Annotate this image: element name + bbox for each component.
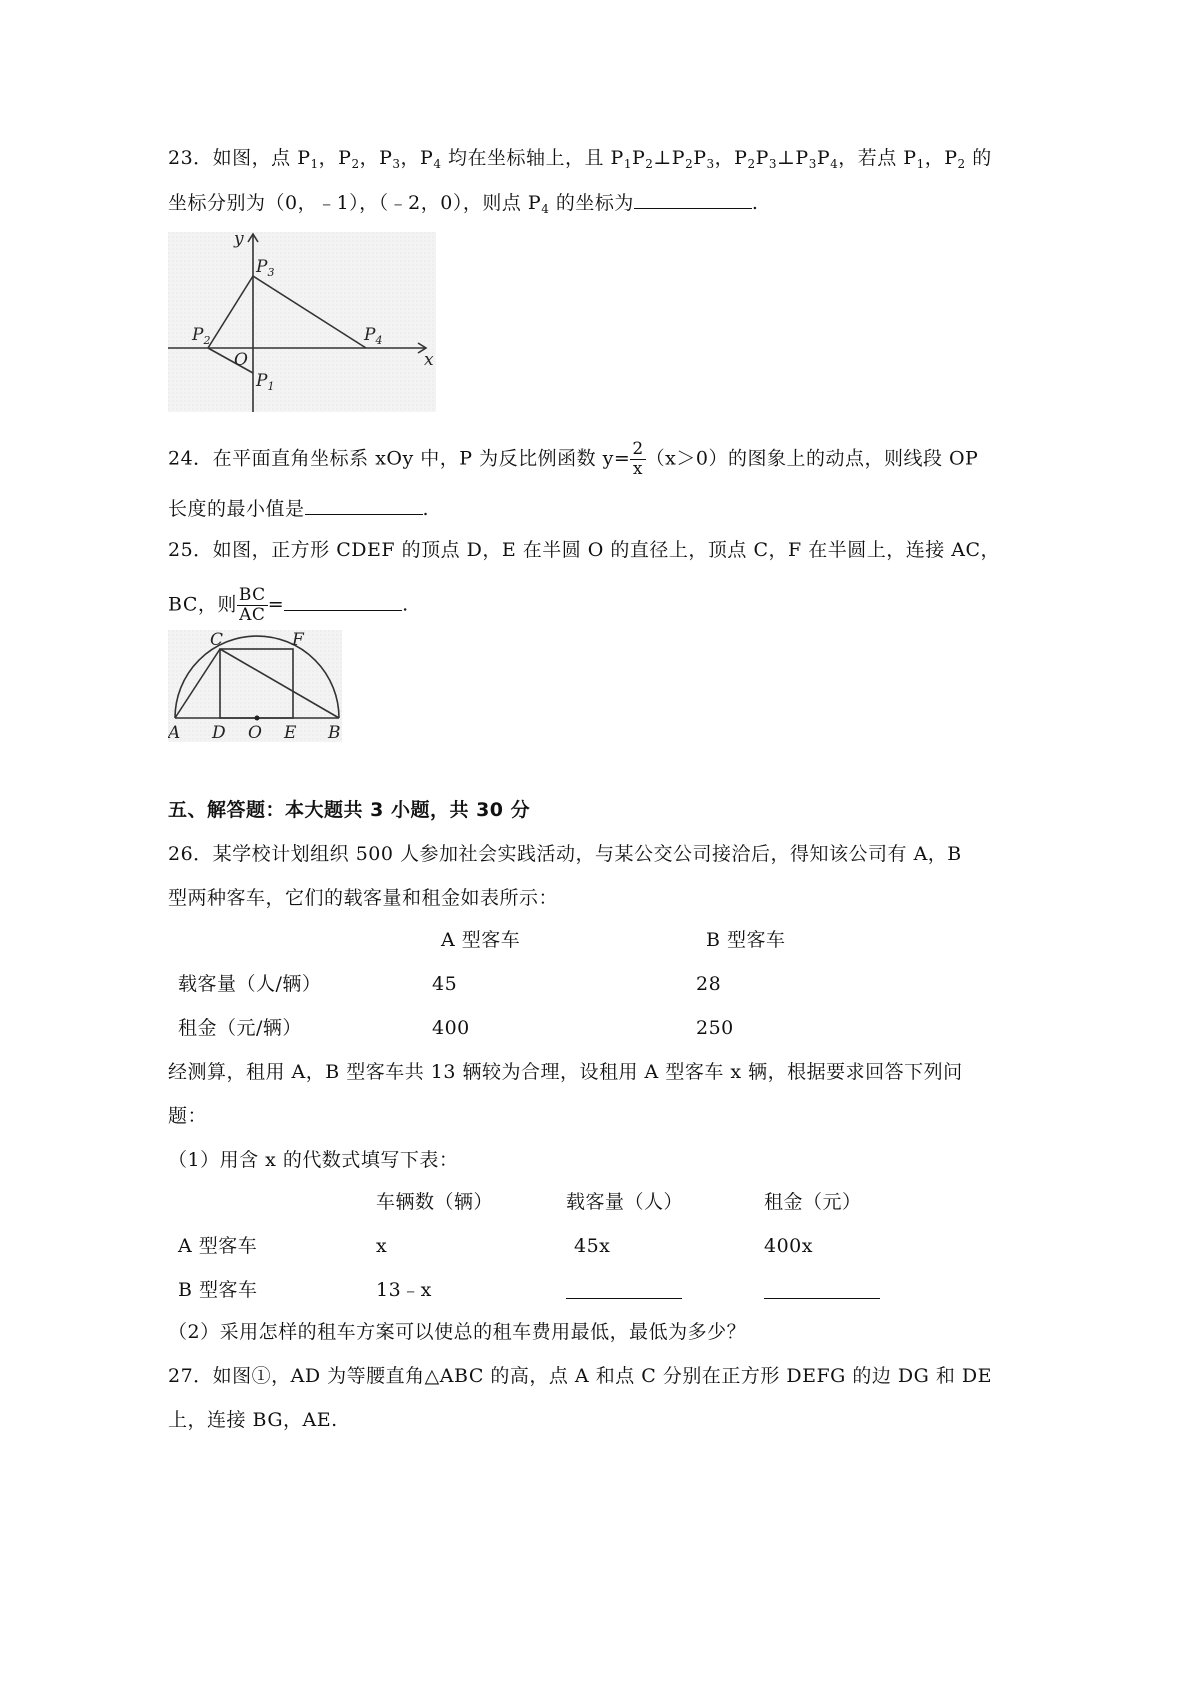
table2-row-a-label: A 型客车 [178, 1235, 258, 1257]
table1-row2-label: 租金（元/辆） [178, 1017, 302, 1039]
q25-line2: BC，则 $\frac{BC}{AC}$ = . [168, 585, 409, 625]
table1-row1-b: 28 [696, 973, 722, 995]
table2-header-capacity: 载客量（人） [566, 1191, 684, 1213]
q27-line1: 27．如图①，AD 为等腰直角△ABC 的高，点 A 和点 C 分别在正方形 DEFG 的边 DG 和 DE [168, 1365, 992, 1387]
q25-fraction: $\frac{BC}{AC}$ [238, 585, 266, 625]
table2-row-a-count: x [376, 1235, 388, 1257]
q26-line1: 26．某学校计划组织 500 人参加社会实践活动，与某公交公司接洽后，得知该公司有 A，B [168, 843, 962, 865]
q25-semicircle-figure [168, 630, 342, 742]
q26-line3: 经测算，租用 A，B 型客车共 13 辆较为合理，设租用 A 型客车 x 辆，根据要求回答下列问 [168, 1061, 963, 1083]
label-d: D [212, 723, 226, 742]
table1-header-b: B 型客车 [706, 929, 786, 951]
table2-row-b-label: B 型客车 [178, 1279, 258, 1301]
table2-row-b-count: 13﹣x [376, 1279, 432, 1301]
label-c: C [210, 630, 224, 650]
table1-row2-b: 250 [696, 1017, 734, 1039]
q23-line1: 23．如图，点 $P_1$，$P_2$，$P_3$，$P_4$ 均在坐标轴上，且 $P_1P_2\perp P_2P_3$，$P_2P_3\perp P_3P_4$，若点 $P_1$，$P_2$ 的 [168, 147, 992, 171]
p3-label: $P_3$ [256, 257, 275, 279]
q23-coordinate-figure [168, 232, 436, 412]
center-o-dot [255, 716, 260, 721]
q23-answer-blank [634, 190, 752, 209]
q24-answer-blank [305, 496, 423, 515]
q25-line1: 25．如图，正方形 CDEF 的顶点 D，E 在半圆 O 的直径上，顶点 C，F 在半圆上，连接 AC， [168, 539, 1001, 561]
label-f: F [292, 630, 304, 650]
table2-header-count: 车辆数（辆） [376, 1191, 494, 1213]
y-axis-label: y [234, 232, 244, 249]
p1-label: $P_1$ [256, 371, 275, 393]
table2-row-a-rent: 400x [764, 1235, 813, 1257]
label-a: A [168, 723, 181, 742]
q26-part2: （2）采用怎样的租车方案可以使总的租车费用最低，最低为多少？ [168, 1321, 747, 1343]
q25-answer-blank [284, 592, 402, 611]
p4-label: $P_4$ [364, 325, 383, 347]
table1-row1-a: 45 [432, 973, 458, 995]
q23-line2: 坐标分别为（0，﹣1），（﹣2，0），则点 $P_4$ 的坐标为 . [168, 192, 759, 216]
q27-line2: 上，连接 BG，AE. [168, 1409, 338, 1431]
label-b: B [328, 723, 341, 742]
q26-part1: （1）用含 x 的代数式填写下表： [168, 1149, 459, 1171]
table1-header-a: A 型客车 [441, 929, 521, 951]
label-o: O [248, 723, 262, 742]
q24-line2: 长度的最小值是 . [168, 498, 430, 520]
label-e: E [284, 723, 297, 742]
q24-fraction: $\frac{2}{x}$ [632, 439, 644, 479]
table2-row-b-rent-blank [764, 1280, 880, 1299]
q26-line2: 型两种客车，它们的载客量和租金如表所示： [168, 887, 559, 909]
section5-title: 五、解答题：本大题共 3 小题，共 30 分 [168, 799, 531, 821]
table1-row2-a: 400 [432, 1017, 470, 1039]
q24-line1: 24．在平面直角坐标系 xOy 中，P 为反比例函数 y= $\frac{2}{x}$ （x＞0）的图象上的动点，则线段 OP [168, 439, 979, 479]
x-axis-label: x [424, 350, 434, 370]
table2-header-rent: 租金（元） [764, 1191, 862, 1213]
table1-row1-label: 载客量（人/辆） [178, 973, 322, 995]
table2-row-a-capacity: 45x [574, 1235, 611, 1257]
table2-row-b-capacity-blank [566, 1280, 682, 1299]
origin-label: O [234, 350, 248, 370]
p2-label: $P_2$ [192, 325, 211, 347]
q26-line4: 题： [168, 1105, 208, 1127]
